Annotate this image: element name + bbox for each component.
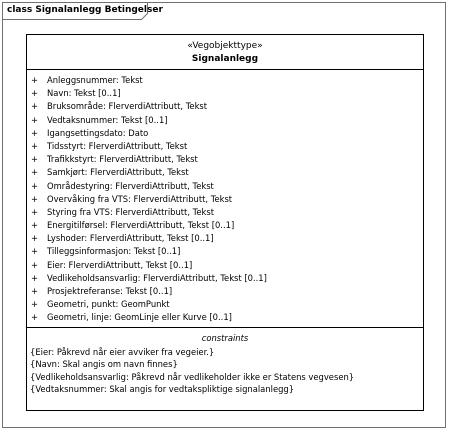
header-divider xyxy=(27,69,423,70)
attribute-row[interactable] xyxy=(27,219,423,232)
attribute-row[interactable] xyxy=(27,127,423,140)
attribute-row[interactable] xyxy=(27,74,423,87)
attribute-visibility: + xyxy=(31,272,39,283)
attribute-row[interactable] xyxy=(27,193,423,206)
attribute-text: Tilleggsinformasjon: Tekst [0..1] xyxy=(47,246,181,257)
attribute-visibility: + xyxy=(31,114,39,125)
attribute-text: Energitilførsel: FlerverdiAttributt, Tekst [0..1] xyxy=(47,220,235,231)
attribute-row[interactable] xyxy=(27,272,423,285)
attribute-visibility: + xyxy=(31,127,39,138)
attribute-visibility: + xyxy=(31,299,39,310)
attribute-visibility: + xyxy=(31,154,39,165)
constraints-title: constraints xyxy=(201,333,249,343)
attribute-visibility: + xyxy=(31,101,39,112)
attribute-text: Eier: FlerverdiAttributt, Tekst [0..1] xyxy=(47,259,193,270)
class-name: Signalanlegg xyxy=(191,54,259,64)
attribute-visibility: + xyxy=(31,206,39,217)
attribute-row[interactable] xyxy=(27,87,423,100)
frame-title-tab xyxy=(2,2,163,20)
attribute-text: Vedlikeholdsansvarlig: FlerverdiAttributt, Tekst [0..1] xyxy=(47,272,267,283)
attribute-visibility: + xyxy=(31,286,39,296)
attribute-row[interactable] xyxy=(27,245,423,258)
class-stereotype: «Vegobjekttype» xyxy=(187,41,263,51)
attribute-text: Styring fra VTS: FlerverdiAttributt, Tekst xyxy=(47,206,215,217)
attribute-visibility: + xyxy=(31,312,39,323)
attribute-list xyxy=(27,74,423,325)
class-header xyxy=(27,35,423,69)
attribute-visibility: + xyxy=(31,167,39,178)
constraint-item: {Vedtaksnummer: Skal angis for vedtakspliktige signalanlegg} xyxy=(30,383,295,394)
attribute-text: Prosjektreferanse: Tekst [0..1] xyxy=(47,286,173,296)
attribute-row[interactable] xyxy=(27,206,423,219)
attribute-text: Igangsettingsdato: Dato xyxy=(47,127,149,138)
attribute-text: Bruksområde: FlerverdiAttributt, Tekst xyxy=(47,101,208,112)
attribute-row[interactable] xyxy=(27,153,423,166)
attribute-text: Geometri, linje: GeomLinje eller Kurve [0..1] xyxy=(47,312,232,323)
attribute-text: Anleggsnummer: Tekst xyxy=(47,75,143,85)
attribute-text: Navn: Tekst [0..1] xyxy=(47,88,121,99)
class-signalanlegg[interactable] xyxy=(26,34,424,411)
attribute-row[interactable] xyxy=(27,100,423,113)
attribute-text: Lyshoder: FlerverdiAttributt, Tekst [0..1] xyxy=(47,233,214,244)
attribute-visibility: + xyxy=(31,88,39,99)
attribute-visibility: + xyxy=(31,220,39,231)
attribute-row[interactable] xyxy=(27,285,423,298)
constraint-item: {Navn: Skal angis om navn finnes} xyxy=(30,359,178,370)
attribute-text: Samkjørt: FlerverdiAttributt, Tekst xyxy=(47,167,189,178)
attribute-row[interactable] xyxy=(27,311,423,324)
constraint-item: {Eier: Påkrevd når eier avviker fra vegeier.} xyxy=(30,347,215,357)
attribute-row[interactable] xyxy=(27,114,423,127)
attribute-visibility: + xyxy=(31,180,39,191)
constraints-divider xyxy=(27,327,423,328)
attribute-text: Trafikkstyrt: FlerverdiAttributt, Tekst xyxy=(47,154,198,165)
attribute-row[interactable] xyxy=(27,232,423,245)
attribute-row[interactable] xyxy=(27,180,423,193)
attribute-visibility: + xyxy=(31,75,39,85)
constraint-list xyxy=(30,346,354,395)
attribute-visibility: + xyxy=(31,259,39,270)
attribute-visibility: + xyxy=(31,140,39,151)
attribute-text: Overvåking fra VTS: FlerverdiAttributt, Tekst xyxy=(47,193,233,204)
frame-title: class Signalanlegg Betingelser xyxy=(7,5,163,15)
constraint-item: {Vedlikeholdsansvarlig: Påkrevd når vedlikeholder ikke er Statens vegvesen} xyxy=(30,371,355,382)
attribute-visibility: + xyxy=(31,233,39,244)
attribute-row[interactable] xyxy=(27,166,423,179)
attribute-row[interactable] xyxy=(27,140,423,153)
attribute-text: Geometri, punkt: GeomPunkt xyxy=(47,299,170,310)
attribute-text: Områdestyring: FlerverdiAttributt, Tekst xyxy=(47,180,214,191)
attribute-row[interactable] xyxy=(27,298,423,311)
attribute-text: Vedtaksnummer: Tekst [0..1] xyxy=(47,114,168,125)
attribute-visibility: + xyxy=(31,193,39,204)
attribute-row[interactable] xyxy=(27,259,423,272)
attribute-visibility: + xyxy=(31,246,39,257)
attribute-text: Tidsstyrt: FlerverdiAttributt, Tekst xyxy=(47,140,188,151)
